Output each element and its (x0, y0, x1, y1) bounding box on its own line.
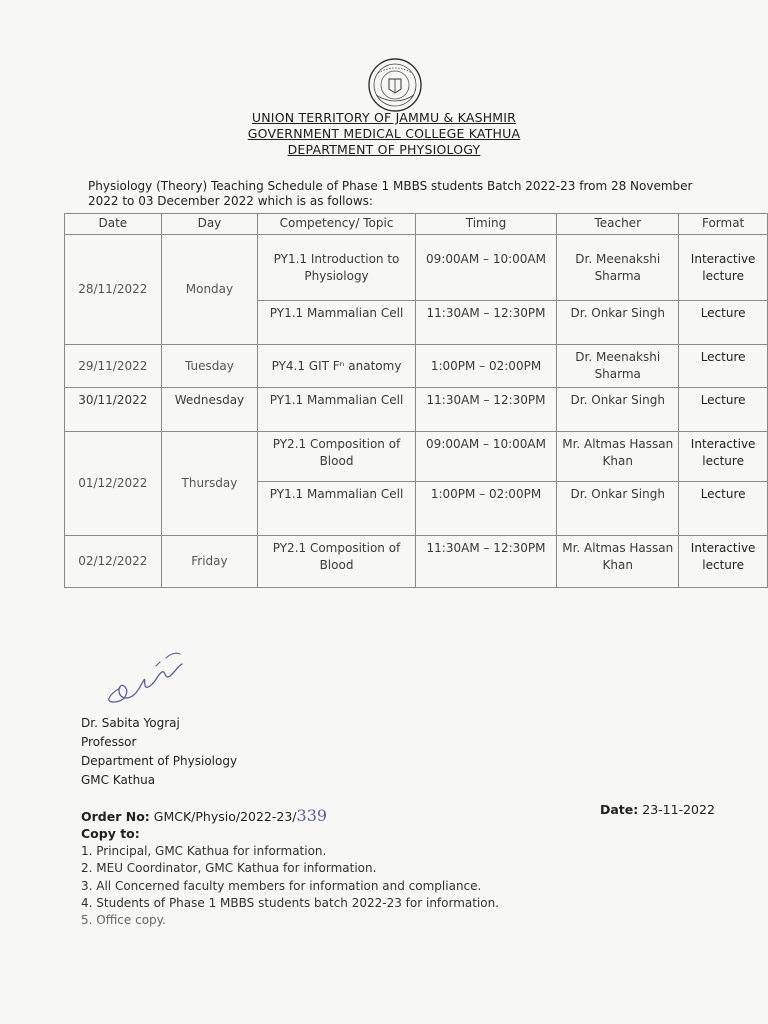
cell-format: Lecture (679, 388, 768, 432)
heading-college: GOVERNMENT MEDICAL COLLEGE KATHUA (247, 126, 521, 141)
table-row (65, 536, 768, 588)
document-heading (0, 110, 768, 158)
cell-timing: 09:00AM – 10:00AM (415, 235, 556, 301)
cell-teacher: Dr. Onkar Singh (557, 301, 679, 345)
signatory-department: Department of Physiology (81, 754, 238, 768)
list-item: 3. All Concerned faculty members for information and compliance. (81, 878, 482, 893)
cell-teacher: Dr. Meenakshi Sharma (557, 345, 679, 388)
order-label: Order No: (81, 809, 150, 824)
cell-date: 30/11/2022 (65, 388, 162, 432)
table-row (65, 388, 768, 432)
cell-teacher: Dr. Onkar Singh (557, 388, 679, 432)
header-topic: Competency/ Topic (258, 214, 416, 235)
cell-format: Interactive lecture (679, 432, 768, 482)
cell-teacher: Dr. Onkar Singh (557, 482, 679, 536)
table-header-row (65, 214, 768, 235)
cell-topic: PY2.1 Composition of Blood (258, 536, 416, 588)
intro-line: 2022 to 03 December 2022 which is as follows: (88, 194, 373, 208)
cell-topic: PY2.1 Composition of Blood (258, 432, 416, 482)
order-number (81, 806, 327, 825)
signature-icon (96, 640, 192, 710)
cell-timing: 1:00PM – 02:00PM (415, 482, 556, 536)
list-item: 2. MEU Coordinator, GMC Kathua for information. (81, 861, 377, 876)
cell-day: Monday (161, 235, 258, 345)
heading-union-territory: UNION TERRITORY OF JAMMU & KASHMIR (251, 110, 517, 125)
cell-format: Interactive lecture (679, 235, 768, 301)
signatory-institution: GMC Kathua (81, 773, 156, 787)
cell-date: 01/12/2022 (65, 432, 162, 536)
list-item: 4. Students of Phase 1 MBBS students batch 2022-23 for information. (81, 895, 500, 910)
table-row (65, 345, 768, 388)
list-item: 1. Principal, GMC Kathua for information. (81, 844, 327, 858)
cell-teacher: Mr. Altmas Hassan Khan (557, 432, 679, 482)
heading-department: DEPARTMENT OF PHYSIOLOGY (287, 142, 481, 157)
cell-topic: PY1.1 Introduction to Physiology (258, 235, 416, 301)
header-timing: Timing (415, 214, 556, 235)
intro-line: Physiology (Theory) Teaching Schedule of Phase 1 MBBS students Batch 2022-23 from 28 November (88, 179, 693, 193)
cell-timing: 09:00AM – 10:00AM (415, 432, 556, 482)
cell-format: Lecture (679, 482, 768, 536)
signatory-name: Dr. Sabita Yograj (81, 716, 180, 730)
copy-to-list (81, 843, 499, 929)
cell-timing: 11:30AM – 12:30PM (415, 301, 556, 345)
signatory-block (81, 714, 237, 790)
cell-day: Tuesday (161, 345, 258, 388)
header-date: Date (65, 214, 162, 235)
order-handwritten-number: 339 (296, 806, 328, 825)
header-teacher: Teacher (557, 214, 679, 235)
schedule-intro (88, 179, 728, 209)
order-date (600, 802, 715, 817)
list-item: 5. Office copy. (81, 913, 166, 928)
cell-format: Interactive lecture (679, 536, 768, 588)
cell-day: Thursday (161, 432, 258, 536)
college-seal-icon (362, 57, 428, 113)
cell-format: Lecture (679, 345, 768, 388)
cell-teacher: Dr. Meenakshi Sharma (557, 235, 679, 301)
cell-topic: PY1.1 Mammalian Cell (258, 388, 416, 432)
copy-to-label: Copy to: (81, 826, 140, 841)
date-value: 23-11-2022 (642, 802, 715, 817)
cell-teacher: Mr. Altmas Hassan Khan (557, 536, 679, 588)
cell-timing: 1:00PM – 02:00PM (415, 345, 556, 388)
header-day: Day (161, 214, 258, 235)
cell-date: 02/12/2022 (65, 536, 162, 588)
cell-timing: 11:30AM – 12:30PM (415, 388, 556, 432)
table-row (65, 235, 768, 301)
cell-day: Friday (161, 536, 258, 588)
cell-topic: PY1.1 Mammalian Cell (258, 482, 416, 536)
schedule-table (64, 213, 768, 588)
cell-topic: PY1.1 Mammalian Cell (258, 301, 416, 345)
table-row (65, 432, 768, 482)
date-label: Date: (600, 802, 639, 817)
cell-format: Lecture (679, 301, 768, 345)
cell-timing: 11:30AM – 12:30PM (415, 536, 556, 588)
cell-date: 28/11/2022 (65, 235, 162, 345)
cell-day: Wednesday (161, 388, 258, 432)
signatory-designation: Professor (81, 735, 137, 749)
header-format: Format (679, 214, 768, 235)
order-reference: GMCK/Physio/2022-23/ (153, 809, 297, 824)
cell-topic: PY4.1 GIT Fⁿ anatomy (258, 345, 416, 388)
cell-date: 29/11/2022 (65, 345, 162, 388)
